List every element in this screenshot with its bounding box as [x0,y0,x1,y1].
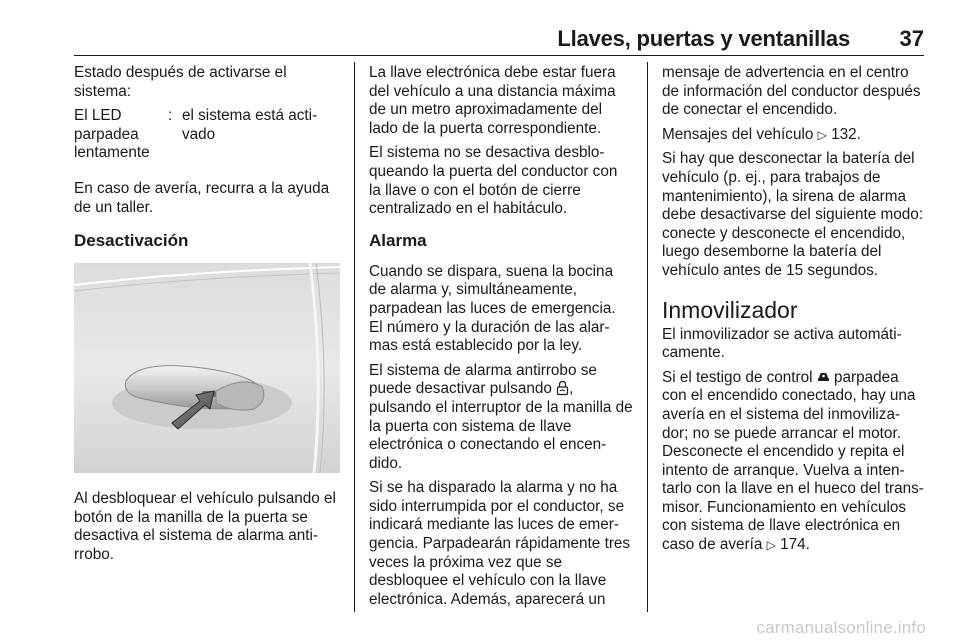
paragraph: El inmovilizador se activa automáti- camente. [662,325,902,362]
column-divider-2 [647,62,648,612]
definition-colon: : [168,107,173,125]
paragraph-text: El sistema de alarma antirrobo se puede desactivar pulsando [369,361,597,398]
reference-arrow-icon: ▷ [817,127,827,142]
column-middle [369,64,633,615]
paragraph-text: Mensajes del vehículo [662,125,818,143]
paragraph: En caso de avería, recurra a la ayuda de un taller. [74,179,330,216]
paragraph-text: parpadea con el encendido conectado, hay una avería en el sistema del inmoviliza- dor; no se puede arrancar el motor. Desconecte el encendido y repita el intento de arranque. Vuelva a inten- tarlo con la llave en el hueco del trans- misor. Funcionamiento en vehículos con sistema de llave electrónica en caso de avería [662,368,924,554]
page-reference: 132. [831,125,861,143]
paragraph-text: , pulsando el interruptor de la manilla de la puerta con sistema de llave electrónica o conectando el encen- dido. [369,380,633,472]
header-rule [74,55,924,56]
paragraph: Cuando se dispara, suena la bocina de alarma y, simultáneamente, parpadean las luces de emergencia. El número y la duración de las alar- mas está establecido por la ley. [369,262,616,355]
heading-inmovilizador: Inmovilizador [662,296,798,323]
page-header-title: Llaves, puertas y ventanillas [557,26,850,51]
heading-desactivacion: Desactivación [74,231,189,251]
paragraph: Al desbloquear el vehículo pulsando el botón de la manilla de la puerta se desactiva el sistema de alarma anti- rrobo. [74,490,336,563]
column-right [662,64,926,561]
paragraph: Si se ha disparado la alarma y no ha sido interrumpida por el conductor, se indicará mediante las luces de emer- gencia. Parpadearán rápidamente tres veces la próxima vez que se desbloquee el vehículo con la llave electrónica. Además, aparecerá un [369,479,631,608]
watermark: carmanualsonline.info [756,618,926,637]
door-handle-illustration [74,263,340,473]
definition-description: el sistema está acti- vado [182,107,318,143]
paragraph [662,126,926,145]
paragraph: mensaje de advertencia en el centro de información del conductor después de conectar el encendido. [662,64,921,119]
paragraph: Si hay que desconectar la batería del vehículo (p. ej., para trabajos de mantenimiento), la sirena de alarma debe desactivarse del siguiente modo: conecte y desconecte el encendido, luego desemborne la batería del vehículo antes de 15 segundos. [662,150,924,279]
heading-alarma: Alarma [369,230,427,250]
reference-arrow-icon: ▷ [766,538,776,553]
paragraph-text: Si el testigo de control [662,368,817,386]
paragraph: Estado después de activarse el sistema: [74,64,287,100]
page-number: 37 [899,26,924,51]
column-left [74,64,342,571]
immobilizer-lamp-icon [817,370,830,382]
paragraph: El sistema no se desactiva desblo- queando la puerta del conductor con la llave o con el botón de cierre centralizado en el habitáculo. [369,144,618,218]
paragraph: La llave electrónica debe estar fuera del vehículo a una distancia máxima de un metro aproximadamente del lado de la puerta correspondiente. [369,64,616,137]
alarm-lock-icon [556,380,569,396]
column-divider-1 [354,62,355,612]
paragraph [662,369,926,555]
paragraph [369,362,633,474]
definition-term: El LED parpadea lentamente [74,107,150,162]
status-definition [74,107,342,163]
page-reference: 174. [780,536,810,554]
